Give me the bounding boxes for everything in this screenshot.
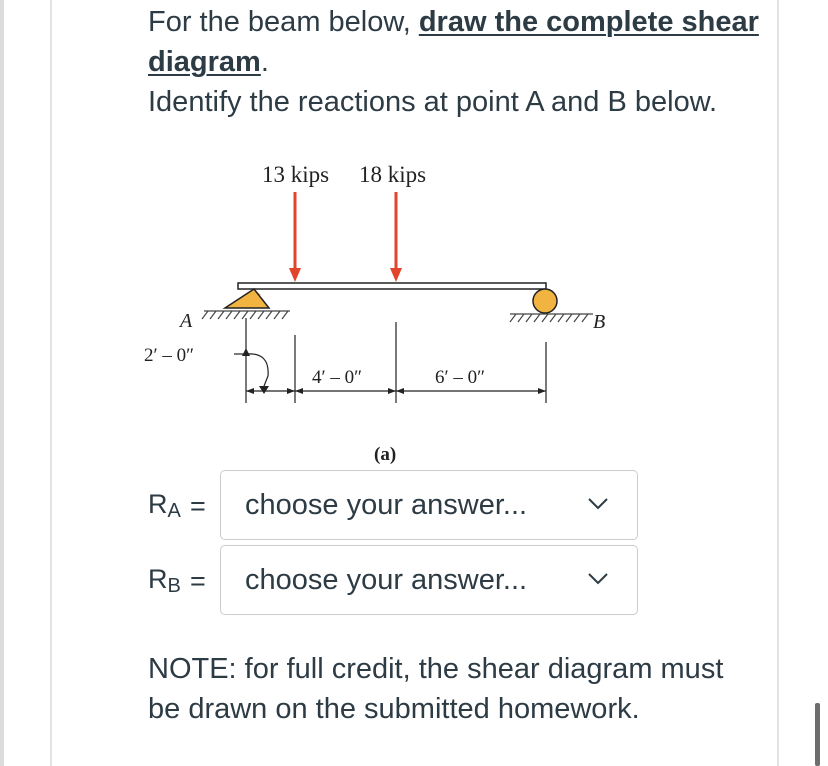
beam-diagram	[138, 150, 606, 480]
pin-support-a	[225, 289, 269, 308]
ra-dropdown-value: choose your answer...	[245, 488, 528, 521]
rb-label	[148, 564, 190, 598]
answer-row-rb	[148, 545, 528, 617]
rb-subscript: B	[167, 575, 181, 597]
chevron-down-icon	[587, 572, 609, 586]
note-text: NOTE: for full credit, the shear diagram must be drawn on the submitted homework.	[148, 653, 724, 725]
load-arrow-2	[390, 192, 402, 282]
answer-row-ra	[148, 470, 528, 542]
shear-diagram-link[interactable]: draw the complete shear diagram	[148, 6, 759, 78]
point-b-label: B	[593, 311, 606, 333]
ra-subscript: A	[167, 500, 181, 522]
dimension-4ft-label: 4′ – 0″	[312, 367, 363, 388]
rb-answer-dropdown[interactable]	[220, 545, 638, 615]
rb-symbol: R	[148, 564, 168, 594]
ra-label	[148, 489, 190, 523]
question-reactions-prompt: Identify the reactions at point A and B below.	[148, 86, 718, 118]
ra-answer-dropdown[interactable]	[220, 470, 638, 540]
question-instruction	[148, 2, 768, 82]
question-after-link: .	[260, 46, 269, 78]
beam	[238, 283, 546, 289]
point-a-label: A	[180, 310, 193, 332]
card-border-left	[50, 0, 52, 766]
dimension-2ft-label: 2′ – 0″	[144, 345, 195, 366]
load-arrow-1	[289, 192, 301, 282]
question-intro: For the beam below,	[148, 6, 419, 38]
roller-support-b	[533, 289, 557, 313]
ra-symbol: R	[148, 489, 168, 519]
scrollbar[interactable]	[815, 703, 820, 766]
beam-figure	[138, 150, 606, 480]
dimension-arrowheads	[242, 348, 546, 394]
load-1-label: 13 kips	[262, 162, 330, 187]
dimension-6ft-label: 6′ – 0″	[435, 367, 486, 388]
rb-equals: =	[190, 565, 206, 596]
card-border-right	[777, 0, 779, 766]
figure-caption: (a)	[374, 444, 397, 465]
ra-equals: =	[190, 490, 206, 521]
ground-hatch-a	[202, 311, 290, 319]
ground-hatch-b	[510, 314, 593, 322]
load-2-label: 18 kips	[359, 162, 427, 187]
question-text	[148, 2, 768, 122]
page-edge	[0, 0, 4, 766]
chevron-down-icon	[587, 497, 609, 511]
rb-dropdown-value: choose your answer...	[245, 563, 528, 596]
